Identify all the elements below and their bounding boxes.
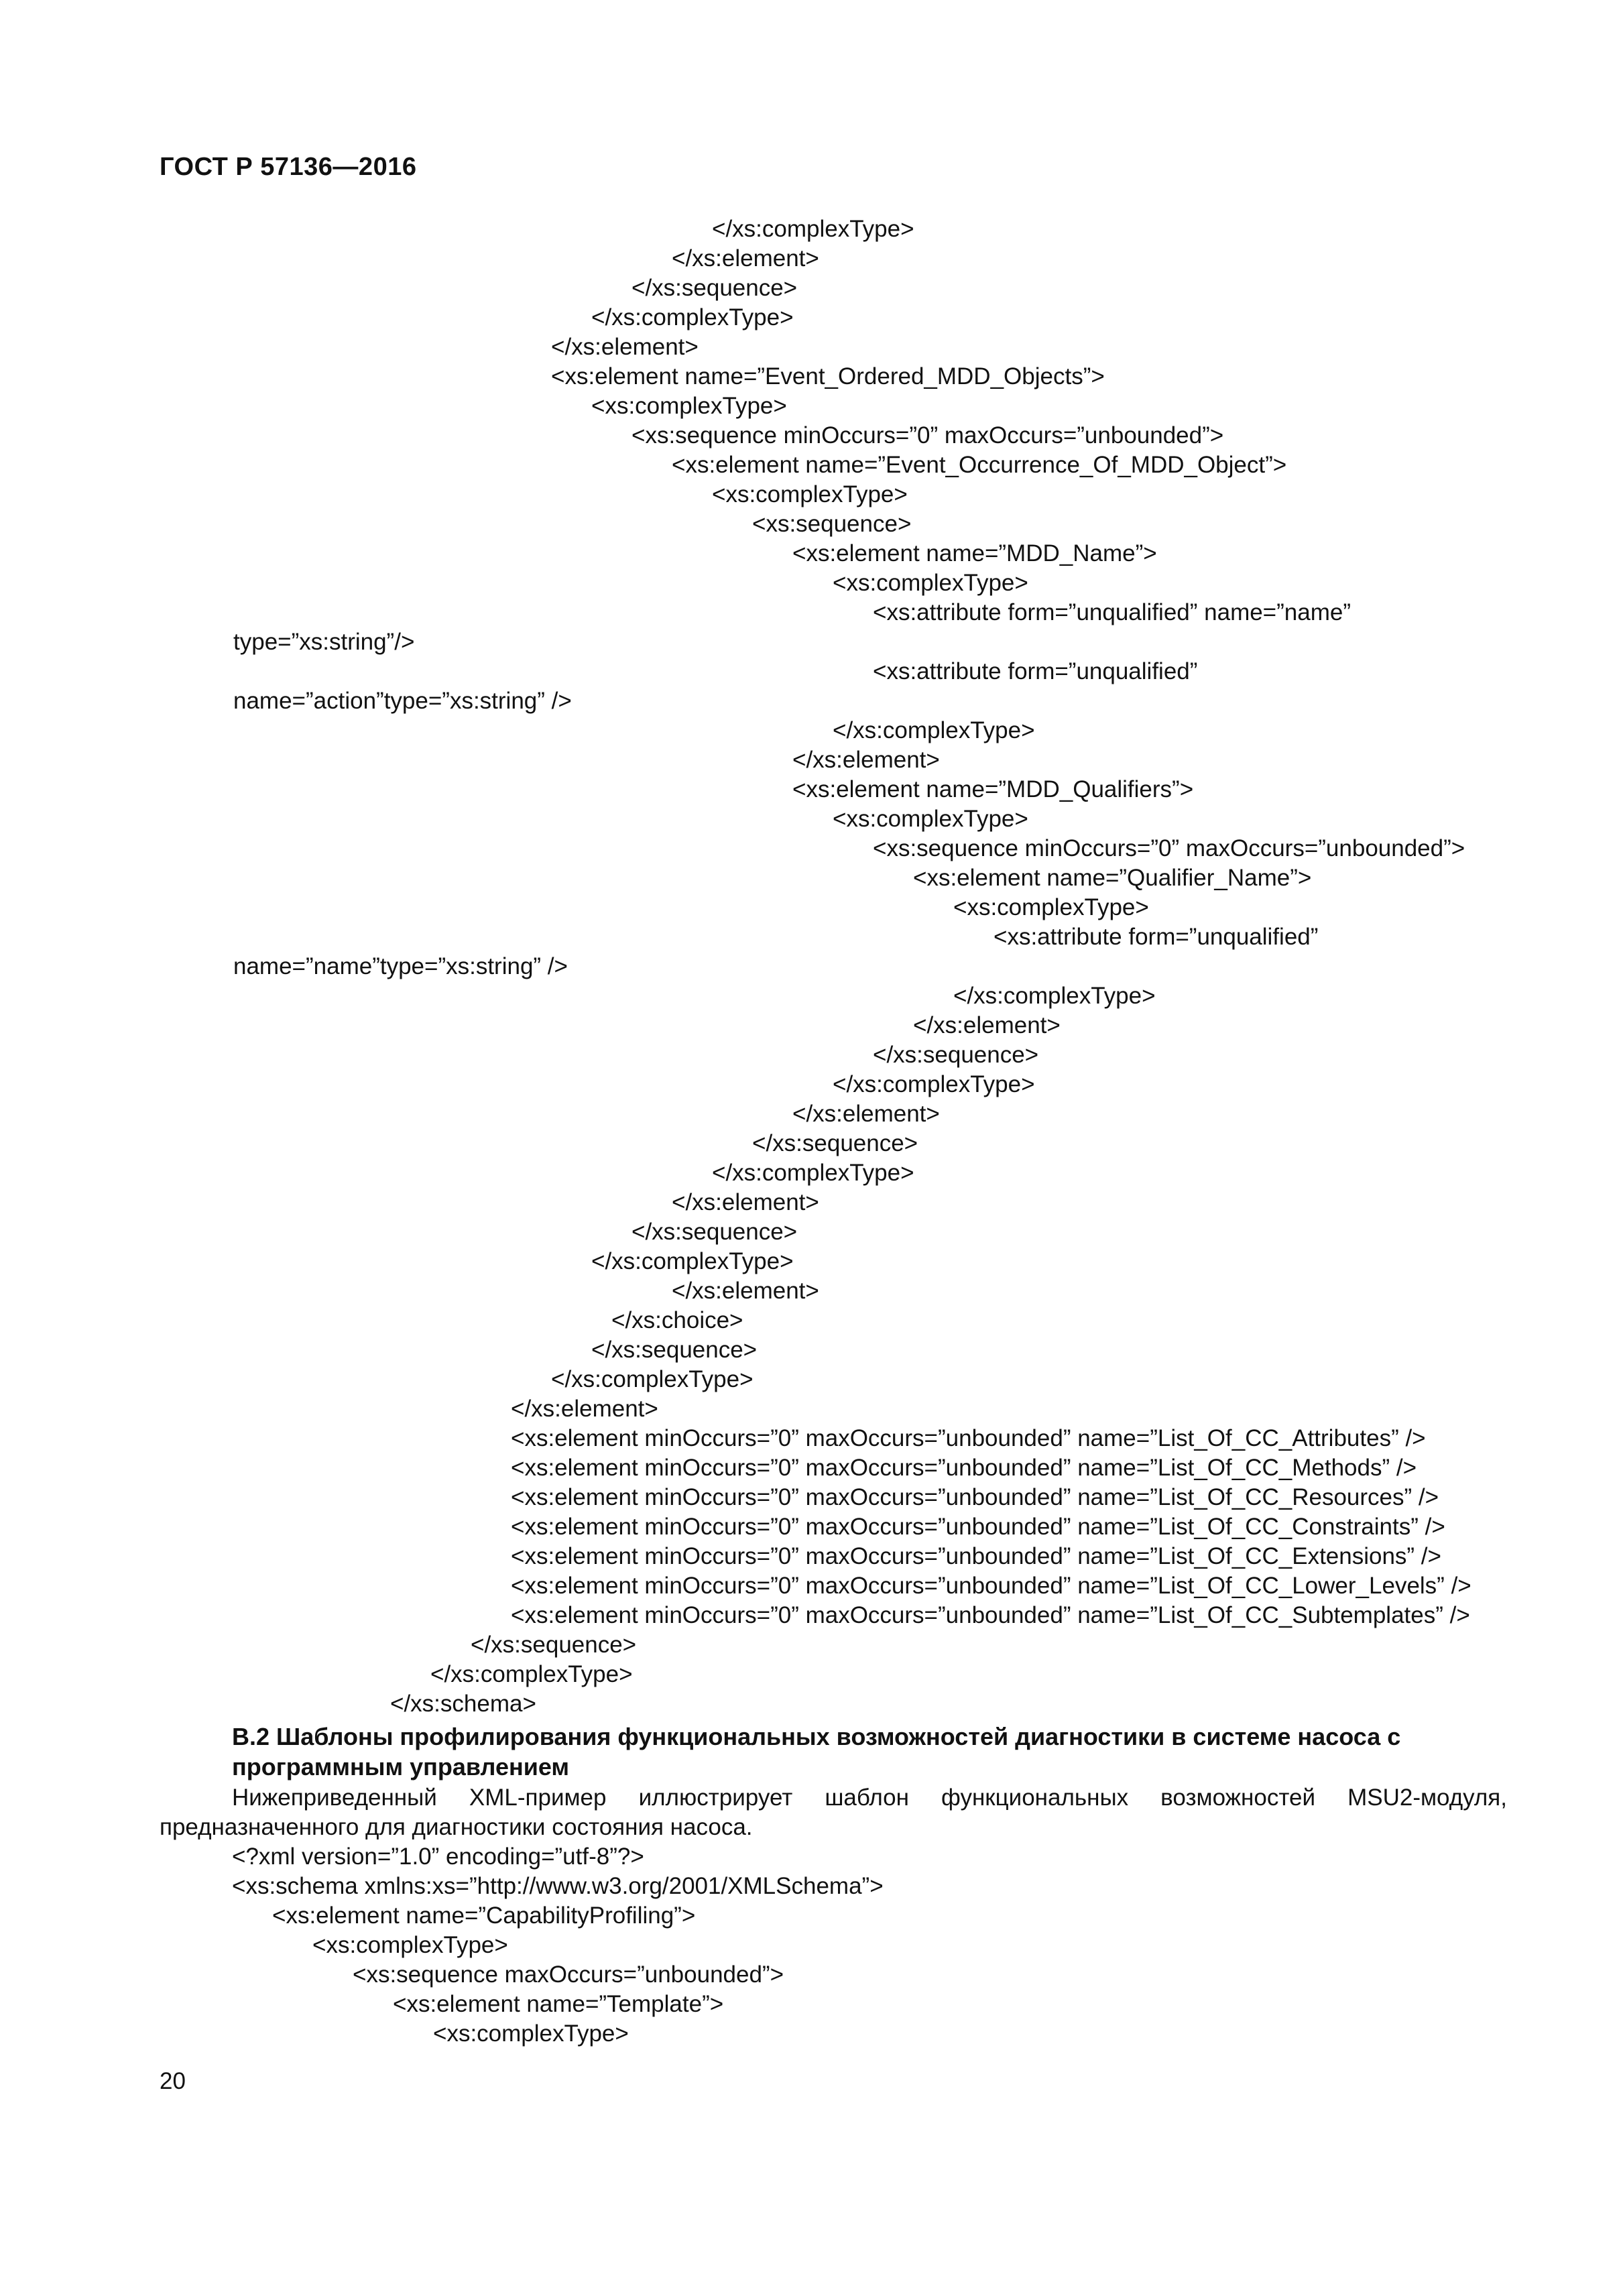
code-line: </xs:sequence>: [632, 275, 798, 301]
code-line: </xs:complexType>: [430, 1661, 633, 1687]
code-line: </xs:complexType>: [712, 1160, 914, 1186]
code-line: </xs:complexType>: [591, 1248, 794, 1274]
code-line: </xs:element>: [672, 1278, 819, 1304]
code-line: </xs:complexType>: [712, 216, 914, 242]
code-line: <xs:complexType>: [433, 2020, 629, 2047]
code-line: </xs:element>: [792, 747, 940, 773]
code-line: <xs:element name=”Template”>: [393, 1991, 724, 2017]
xml-code-block-2: [0, 1842, 1623, 2049]
code-line: <xs:element name=”CapabilityProfiling”>: [272, 1902, 696, 1929]
code-line: </xs:complexType>: [551, 1366, 754, 1392]
code-line: </xs:complexType>: [833, 717, 1035, 743]
code-line: <xs:schema xmlns:xs=”http://www.w3.org/2001/XMLSchema”>: [232, 1873, 884, 1899]
code-line: </xs:element>: [511, 1396, 658, 1422]
code-line: <xs:complexType>: [833, 806, 1028, 832]
code-line: <xs:sequence minOccurs=”0” maxOccurs=”unbounded”>: [873, 835, 1465, 861]
code-line: <xs:element name=”MDD_Qualifiers”>: [792, 776, 1194, 802]
code-line: <xs:attribute form=”unqualified”: [994, 924, 1319, 950]
code-line: <xs:complexType>: [833, 570, 1028, 596]
code-line: </xs:element>: [672, 1189, 819, 1215]
code-line: </xs:sequence>: [632, 1219, 798, 1245]
code-line: <xs:element name=”Event_Occurrence_Of_MDD_Object”>: [672, 452, 1287, 478]
code-line: <xs:element minOccurs=”0” maxOccurs=”unbounded” name=”List_Of_CC_Attributes” />: [511, 1425, 1426, 1451]
code-line: <xs:element minOccurs=”0” maxOccurs=”unbounded” name=”List_Of_CC_Constraints” />: [511, 1514, 1445, 1540]
code-line: name=”name”type=”xs:string” />: [233, 953, 568, 979]
page-number: 20: [160, 2068, 186, 2094]
code-line: <xs:element minOccurs=”0” maxOccurs=”unbounded” name=”List_Of_CC_Methods” />: [511, 1455, 1417, 1481]
code-line: <xs:element name=”MDD_Name”>: [792, 540, 1157, 566]
code-line: <xs:complexType>: [712, 481, 908, 507]
document-header: ГОСТ Р 57136—2016: [160, 153, 417, 181]
section-paragraph: [160, 1783, 1507, 1842]
xml-code-block-1: [0, 215, 1623, 1719]
code-line: <xs:element minOccurs=”0” maxOccurs=”unbounded” name=”List_Of_CC_Extensions” />: [511, 1543, 1441, 1569]
code-line: type=”xs:string”/>: [233, 629, 415, 655]
code-line: </xs:element>: [551, 334, 699, 360]
code-line: name=”action”type=”xs:string” />: [233, 688, 572, 714]
code-line: </xs:sequence>: [591, 1337, 758, 1363]
code-line: <xs:sequence minOccurs=”0” maxOccurs=”unbounded”>: [632, 422, 1224, 448]
code-line: </xs:element>: [792, 1101, 940, 1127]
code-line: <xs:attribute form=”unqualified” name=”name”: [873, 599, 1351, 625]
code-line: </xs:schema>: [390, 1691, 536, 1717]
section-title: В.2 Шаблоны профилирования функциональных возможностей диагностики в системе насоса с программным управлением: [232, 1723, 1401, 1780]
code-line: </xs:element>: [672, 245, 819, 271]
code-line: </xs:complexType>: [833, 1071, 1035, 1097]
code-line: </xs:sequence>: [873, 1042, 1039, 1068]
code-line: <xs:complexType>: [591, 393, 787, 419]
code-line: <xs:complexType>: [953, 894, 1149, 920]
code-line: <xs:sequence>: [752, 511, 912, 537]
code-line: </xs:choice>: [611, 1307, 743, 1333]
code-line: <xs:element minOccurs=”0” maxOccurs=”unbounded” name=”List_Of_CC_Lower_Levels” />: [511, 1573, 1471, 1599]
code-line: </xs:element>: [913, 1012, 1061, 1038]
code-line: <?xml version=”1.0” encoding=”utf-8”?>: [232, 1844, 644, 1870]
code-line: <xs:element minOccurs=”0” maxOccurs=”unbounded” name=”List_Of_CC_Resources” />: [511, 1484, 1439, 1510]
code-line: <xs:element name=”Qualifier_Name”>: [913, 865, 1312, 891]
code-line: </xs:complexType>: [591, 304, 794, 330]
code-line: </xs:sequence>: [471, 1632, 637, 1658]
code-line: </xs:complexType>: [953, 983, 1156, 1009]
code-line: <xs:sequence maxOccurs=”unbounded”>: [353, 1961, 784, 1988]
code-line: <xs:complexType>: [312, 1932, 508, 1958]
code-line: <xs:element name=”Event_Ordered_MDD_Objects”>: [551, 363, 1105, 389]
paragraph-line-2: предназначенного для диагностики состояния насоса.: [160, 1814, 753, 1840]
code-line: <xs:element minOccurs=”0” maxOccurs=”unbounded” name=”List_Of_CC_Subtemplates” />: [511, 1602, 1470, 1628]
code-line: </xs:sequence>: [752, 1130, 918, 1156]
paragraph-line-1: Нижеприведенный XML-пример иллюстрирует шаблон функциональных возможностей MSU2-модуля,: [232, 1785, 1507, 1811]
code-line: <xs:attribute form=”unqualified”: [873, 658, 1198, 684]
